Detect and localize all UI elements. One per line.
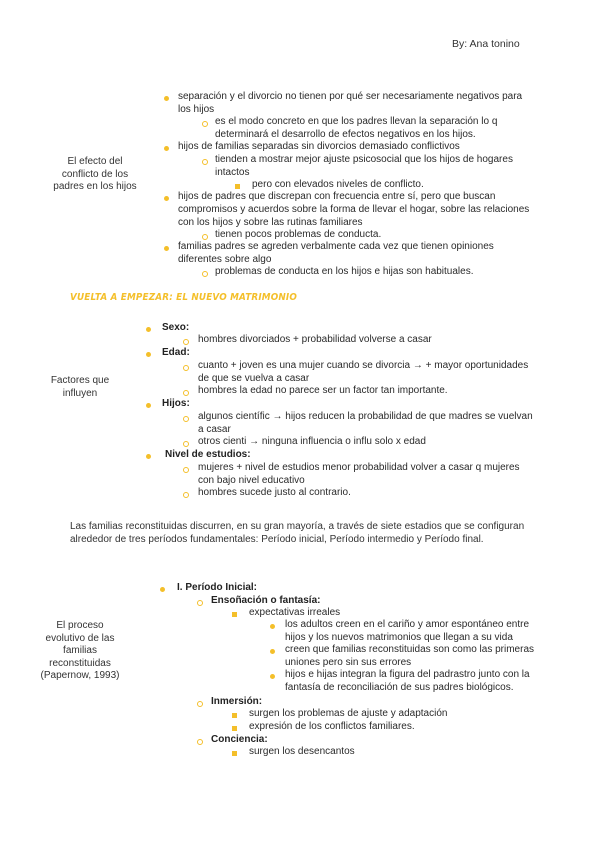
section3-label-line: familias <box>63 645 97 656</box>
note-line: otros cienti → ninguna influencia o influ solo x edad <box>198 436 426 447</box>
bullet-dot-icon <box>270 649 275 654</box>
section3-label-line: El proceso <box>56 620 104 631</box>
note-line: es el modo concreto en que los padres llevan la separación lo q <box>215 116 498 127</box>
bullet-circle-icon <box>183 467 189 473</box>
bullet-circle-icon <box>197 701 203 707</box>
section2-label-line: Factores que <box>50 375 110 386</box>
note-line: tienden a mostrar mejor ajuste psicosocial que los hijos de hogares <box>215 154 513 165</box>
note-line: algunos científic → hijos reducen la probabilidad de que madres se vuelvan <box>198 411 533 422</box>
note-line: mujeres + nivel de estudios menor probabilidad volver a casar q mujeres <box>198 462 520 473</box>
bullet-square-icon <box>232 751 237 756</box>
note-line: surgen los desencantos <box>249 746 355 757</box>
bullet-circle-icon <box>202 159 208 165</box>
stage-heading: Inmersión: <box>211 696 263 707</box>
bullet-dot-icon <box>146 454 151 459</box>
bullet-dot-icon <box>164 96 169 101</box>
section1-label-line: padres en los hijos <box>53 181 137 192</box>
note-line: los hijos <box>178 104 215 115</box>
section-heading: VUELTA A EMPEZAR: EL NUEVO MATRIMONIO <box>70 292 298 303</box>
bullet-circle-icon <box>202 234 208 240</box>
note-line: tienen pocos problemas de conducta. <box>215 229 382 240</box>
section3-label-line: (Papernow, 1993) <box>40 670 120 681</box>
bullet-dot-icon <box>164 146 169 151</box>
bullet-dot-icon <box>160 587 165 592</box>
bullet-dot-icon <box>270 674 275 679</box>
note-line: con los hijos y sobre las rutinas familiares <box>178 217 363 228</box>
bullet-dot-icon <box>146 352 151 357</box>
bullet-circle-icon <box>183 416 189 422</box>
note-line: diferentes sobre algo <box>178 254 272 265</box>
bullet-dot-icon <box>164 246 169 251</box>
note-line: hijos de padres que discrepan con frecuencia entre sí, pero que buscan <box>178 191 496 202</box>
bullet-circle-icon <box>197 739 203 745</box>
bullet-circle-icon <box>202 121 208 127</box>
note-line: de que se vuelva a casar <box>198 373 310 384</box>
note-line: creen que familias reconstituidas son como las primeras <box>285 644 534 655</box>
period-heading: I. Período Inicial: <box>177 582 258 593</box>
section2-label-line: influyen <box>62 387 98 399</box>
stage-heading: Conciencia: <box>211 734 268 745</box>
factor-heading: Nivel de estudios: <box>165 449 251 460</box>
note-line: hombres sucede justo al contrario. <box>198 487 351 498</box>
note-line: surgen los problemas de ajuste y adaptación <box>249 708 448 719</box>
author-credit: By: Ana tonino <box>452 38 520 50</box>
note-line: cuanto + joven es una mujer cuando se divorcia → + mayor oportunidades <box>198 360 529 371</box>
note-line: los adultos creen en el cariño y amor espontáneo entre <box>285 619 530 630</box>
bullet-circle-icon <box>183 390 189 396</box>
note-line: expresión de los conflictos familiares. <box>249 721 415 732</box>
factor-heading: Edad: <box>162 347 190 358</box>
bullet-square-icon <box>232 612 237 617</box>
note-line: con bajo nivel educativo <box>198 475 305 486</box>
section2-label <box>30 375 130 400</box>
note-line: problemas de conducta en los hijos e hijas son habituales. <box>215 266 474 277</box>
bullet-dot-icon <box>164 196 169 201</box>
bullet-dot-icon <box>146 403 151 408</box>
bullet-dot-icon <box>270 624 275 629</box>
note-line: compromisos y acuerdos sobre la forma de llevar el hogar, sobre las relaciones <box>178 204 530 215</box>
section3-label-line: reconstituidas <box>49 657 111 669</box>
note-line: hijos e hijas integran la figura del padrastro junto con la <box>285 669 530 680</box>
section1-label <box>30 156 160 194</box>
bullet-circle-icon <box>183 441 189 447</box>
bullet-square-icon <box>232 713 237 718</box>
note-line: separación y el divorcio no tienen por qué ser necesariamente negativos para <box>178 91 523 102</box>
note-line: fantasía de reconciliación de sus padres biológicos. <box>285 682 514 693</box>
intro-paragraph: Las familias reconstituidas discurren, en su gran mayoría, a través de siete estadios que se configuran alrededor de tres períodos fundamentales: Período inicial, Período intermedio y Período final. <box>70 521 525 545</box>
section1-label-line: El efecto del <box>67 156 123 167</box>
note-line: intactos <box>215 167 250 178</box>
section3-label <box>30 620 130 683</box>
section3-label-line: evolutivo de las <box>45 632 115 644</box>
note-line: determinará el desarrollo de efectos negativos en los hijos. <box>215 129 476 140</box>
note-line: a casar <box>198 424 231 435</box>
note-line: hijos de familias separadas sin divorcios demasiado conflictivos <box>178 141 460 152</box>
note-line: hombres divorciados + probabilidad volverse a casar <box>198 334 432 345</box>
bullet-circle-icon <box>183 365 189 371</box>
stage-heading: Ensoñación o fantasía: <box>211 595 321 606</box>
bullet-square-icon <box>232 726 237 731</box>
note-line: familias padres se agreden verbalmente cada vez que tienen opiniones <box>178 241 494 252</box>
note-line: expectativas irreales <box>249 607 341 618</box>
bullet-circle-icon <box>202 271 208 277</box>
factor-heading: Sexo: <box>162 322 190 333</box>
note-line: pero con elevados niveles de conflicto. <box>252 179 424 190</box>
note-line: hijos y los nuevos matrimonios que llegan a su vida <box>285 632 513 643</box>
bullet-circle-icon <box>183 339 189 345</box>
bullet-circle-icon <box>183 492 189 498</box>
bullet-circle-icon <box>197 600 203 606</box>
section1-label-line: conflicto de los <box>61 168 129 180</box>
bullet-dot-icon <box>146 327 151 332</box>
note-line: hombres la edad no parece ser un factor tan importante. <box>198 385 448 396</box>
note-line: uniones pero sin sus errores <box>285 657 412 668</box>
factor-heading: Hijos: <box>162 398 190 409</box>
bullet-square-icon <box>235 184 240 189</box>
